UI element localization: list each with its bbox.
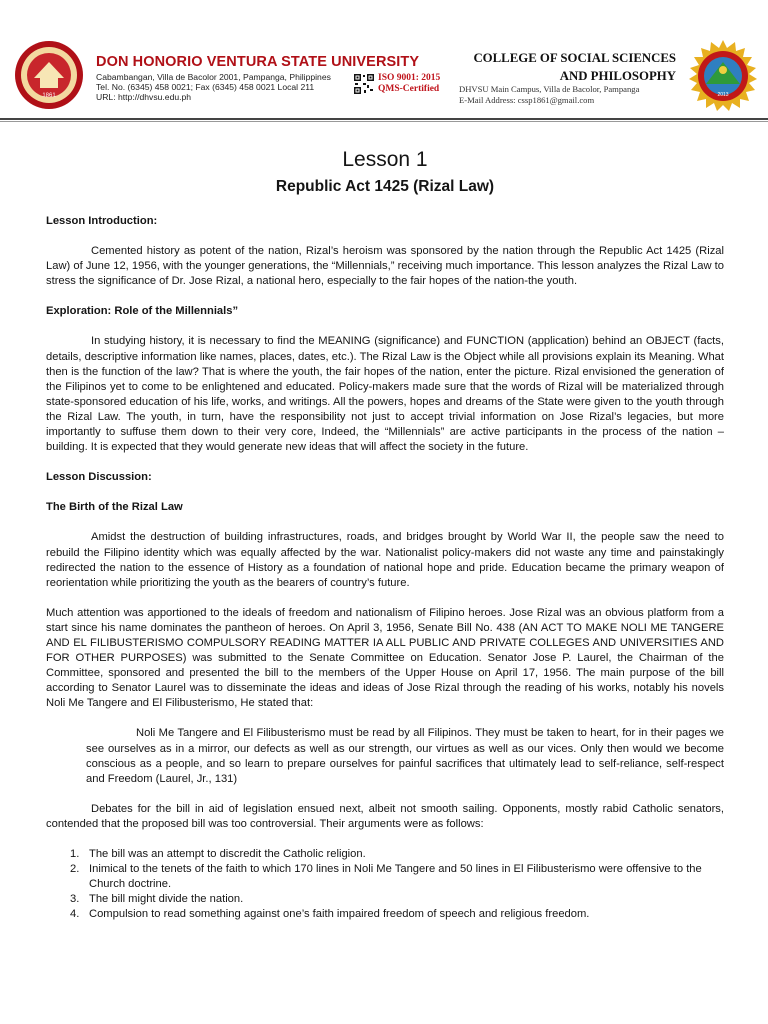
letterhead [0, 0, 768, 118]
header-divider-thin [0, 121, 768, 122]
list-item [46, 892, 724, 907]
lesson-title: Lesson 1 [342, 148, 428, 171]
list-number: 1. [70, 848, 80, 860]
exploration-paragraph: In studying history, it is necessary to find the MEANING (significance) and FUNCTION (application) behind an OBJECT (facts, details, descriptive information like names, places, dates, etc.). The Rizal Law is the Object while all provisions explain its Meaning. What then is the function of the law? That is where the youth, the fair hopes of the nation, enter the picture. Rizal envisioned the generation of the Filipinos yet to come to be enlightened and educated. Policy-makers made sure that the words of Rizal will be materialized through state-sponsored education of his life, works, and writings. All the powers, hopes and dreams of the State were given to the youth through the Rizal Law. The youth, in turn, have the responsibility not just to accept trivial information on Jose Rizal’s legacies, but more importantly to suffuse them down to their very core, Indeed, the “Millennials” are active participants in the process of the nation – building. It is expected that they would generate new ideas that will affect the society in the future. [46, 335, 724, 454]
qr-code-icon [353, 73, 375, 95]
intro-heading: Lesson Introduction: [46, 215, 158, 227]
birth-paragraph-2: Much attention was apportioned to the ideals of freedom and nationalism of Filipino heroes. Jose Rizal was an obvious platform from a start since his name dominates the pantheon of heroes. On April 3, 1956, Senate Bill No. 438 (AN ACT TO MAKE NOLI ME TANGERE AND EL FILIBUSTERISMO COMPULSORY READING MATTER IA ALL PUBLIC AND PRIVATE COLLEGES AND UNIVERSITIES AND FOR OTHER PURPOSES) was submitted to the Senate Committee on Education. Senator Jose P. Laurel, the Chairman of the Committee, sponsored and presented the bill to the members of the Upper House on April 17, 1956. The main purpose of the bill according to Senator Laurel was to disseminate the ideas and ideas of Jose Rizal through the reading of his works, notably his novels Noli Me Tangere and El Filibusterismo, He stated that: [46, 606, 724, 710]
list-number: 4. [70, 908, 80, 921]
university-seal-icon [14, 40, 84, 110]
list-number: 3. [70, 893, 80, 906]
discussion-heading: Lesson Discussion: [46, 471, 152, 484]
birth-paragraph-1: Amidst the destruction of building infrastructures, roads, and bridges brought by World War II, the people saw the need to rebuild the Filipino identity which was equally affected by the war. Nationalist policy-makers did not waste any time and painstakingly redirected the nation to the essence of History as a foundation of national hope and pride. Education became the primary weapon of reorientation while prioritizing the youth as the bearers of country’s future. [46, 531, 724, 589]
address-line-3: URL: http://dhvsu.edu.ph [96, 92, 192, 102]
list-text: The bill might divide the nation. [89, 893, 244, 906]
debate-paragraph: Debates for the bill in aid of legislation ensued next, albeit not smooth sailing. Opponents, mostly rabid Catholic senators, contended that the proposed bill was too controversial. Their arguments were as follows: [46, 802, 724, 830]
list-item [46, 847, 724, 862]
college-seal-icon [686, 40, 760, 112]
arguments-list [46, 847, 724, 922]
list-text: Compulsion to read something against one’s faith impaired freedom of speech and religious freedom. [89, 908, 590, 921]
address-line-1: Cabambangan, Villa de Bacolor 2001, Pampanga, Philippines [96, 72, 331, 82]
address-line-2: Tel. No. (6345) 458 0021; Fax (6345) 458 0021 Local 211 [96, 82, 315, 92]
iso-line-1: ISO 9001: 2015 [378, 73, 441, 83]
birth-heading: The Birth of the Rizal Law [46, 501, 183, 514]
college-address-line-1: DHVSU Main Campus, Villa de Bacolor, Pampanga [459, 84, 640, 94]
university-address [96, 72, 331, 102]
college-email: E-Mail Address: cssp1861@gmail.com [459, 95, 595, 105]
university-name: DON HONORIO VENTURA STATE UNIVERSITY [96, 54, 420, 70]
seal-year: 1861 [42, 93, 56, 99]
iso-line-2: QMS-Certified [378, 84, 440, 94]
right-seal-year: 2013 [717, 92, 729, 98]
college-address [459, 84, 639, 106]
exploration-heading: Exploration: Role of the Millennials” [46, 305, 239, 318]
college-line-2: AND PHILOSOPHY [559, 69, 676, 83]
iso-certification [378, 73, 440, 95]
list-item [46, 907, 724, 922]
laurel-quote: Noli Me Tangere and El Filibusterismo must be read by all Filipinos. They must be taken to heart, for in their pages we see ourselves as in a mirror, our defects as well as our strength, our virtues as well as our vices. Only then would we become conscious as a people, and so learn to prepare ourselves for painful sacrifices that ultimately lead to self-reliance, self-respect and Freedom (Laurel, Jr., 131) [86, 727, 724, 785]
lesson-content [46, 146, 724, 922]
list-item [46, 862, 724, 892]
intro-paragraph: Cemented history as potent of the nation, Rizal’s heroism was sponsored by the nation through the Republic Act 1425 (Rizal Law) of June 12, 1956, with the younger generations, the “Millennials,” receiving much importance. This lesson analyzes the Rizal Law to stress the significance of Dr. Jose Rizal, a national hero, especially to the fair hopes of the nation-the youth. [46, 245, 724, 288]
list-text: Inimical to the tenets of the faith to which 170 lines in Noli Me Tangere and 50 lines in El Filibusterismo were offensive to the Church doctrine. [89, 863, 702, 891]
list-text: The bill was an attempt to discredit the Catholic religion. [89, 848, 366, 860]
list-number: 2. [70, 863, 80, 876]
college-line-1: COLLEGE OF SOCIAL SCIENCES [473, 51, 676, 65]
college-name [473, 49, 676, 85]
lesson-subtitle: Republic Act 1425 (Rizal Law) [275, 178, 495, 195]
header-divider [0, 118, 768, 120]
